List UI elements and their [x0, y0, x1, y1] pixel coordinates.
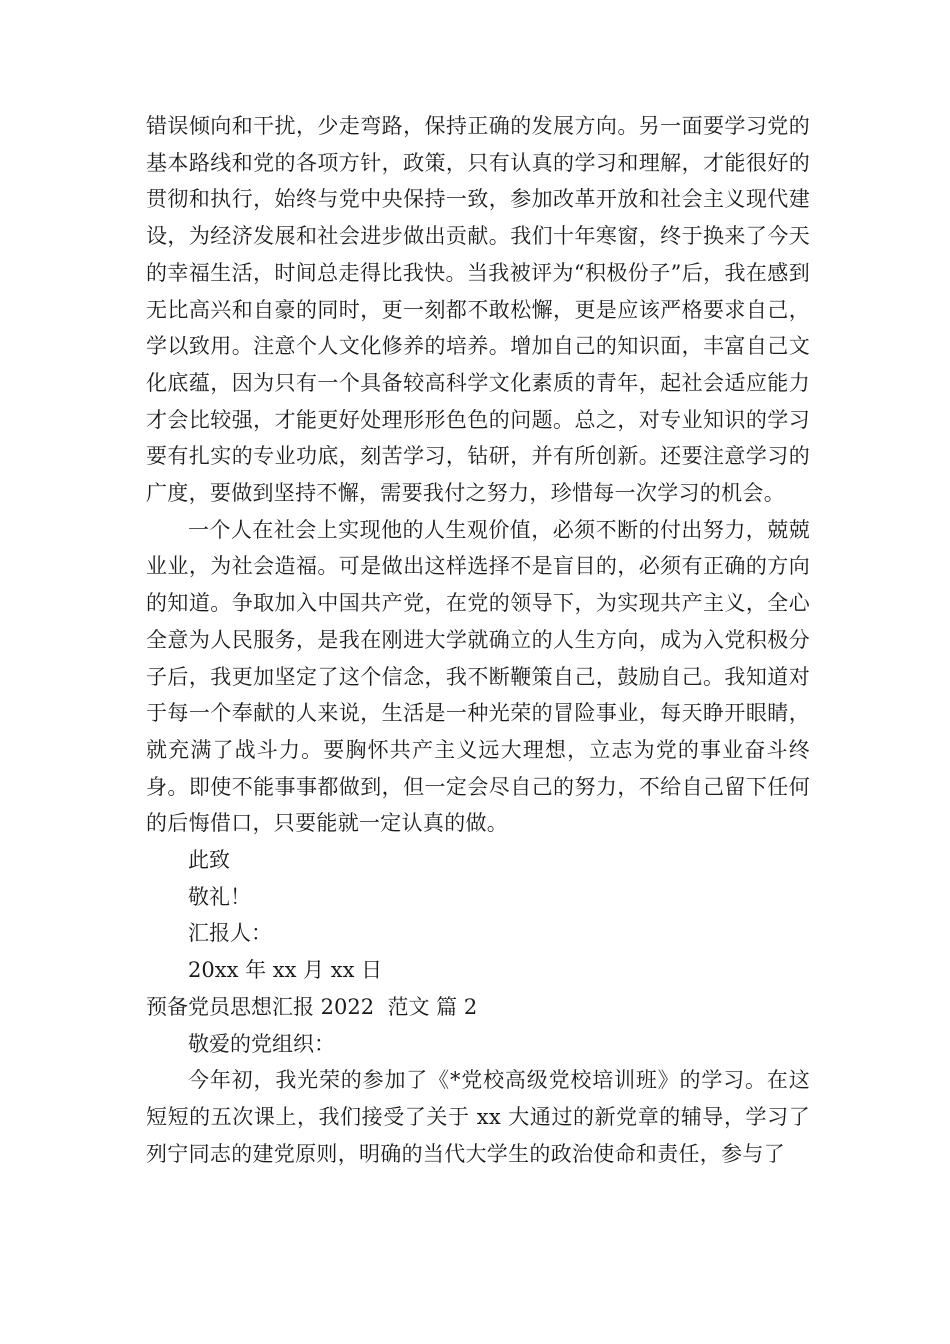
closing-salutation: 此致 — [188, 848, 230, 873]
body-paragraph-1: 错误倾向和干扰，少走弯路，保持正确的发展方向。另一面要学习党的基本路线和党的各项方针，政策，只有认真的学习和理解，才能很好的贯彻和执行，始终与党中央保持一致，参加改革开放和社会主义现代建设，为经济发展和社会进步做出贡献。我们十年寒窗，终于换来了今天的幸福生活，时间总走得比我快。当我被评为“积极份子”后，我在感到无比高兴和自豪的同时，更一刻都不敢松懈，更是应该严格要求自己，学以致用。注意个人文化修养的培养。增加自己的知识面，丰富自己文化底蕴，因为只有一个具备较高科学文化素质的青年，起社会适应能力才会比较强，才能更好处理形形色色的问题。总之，对专业知识的学习要有扎实的专业功底，刻苦学习，钻研，并有所创新。还要注意学习的广度，要做到坚持不懈，需要我付之努力，珍惜每一次学习的机会。 — [146, 114, 810, 506]
section-paragraph-1: 今年初，我光荣的参加了《*党校高级党校培训班》的学习。在这短短的五次课上，我们接受了关于 xx 大通过的新党章的辅导，学习了列宁同志的建党原则，明确的当代大学生的政治使命和责任，参与了 — [146, 1068, 810, 1166]
report-date: 20xx 年 xx 月 xx 日 — [188, 958, 383, 983]
section-greeting: 敬爱的党组织： — [188, 1031, 335, 1056]
reporter-label: 汇报人： — [188, 921, 272, 946]
body-paragraph-2: 一个人在社会上实现他的人生观价值，必须不断的付出努力，兢兢业业，为社会造福。可是做出这样选择不是盲目的，必须有正确的方向的知道。争取加入中国共产党，在党的领导下，为实现共产主义，全心全意为人民服务，是我在刚进大学就确立的人生方向，成为入党积极分子后，我更加坚定了这个信念，我不断鞭策自己，鼓励自己。我知道对于每一个奉献的人来说，生活是一种光荣的冒险事业，每天睁开眼睛，就充满了战斗力。要胸怀共产主义远大理想，立志为党的事业奋斗终身。即使不能事事都做到，但一定会尽自己的努力，不给自己留下任何的后悔借口，只要能就一定认真的做。 — [146, 517, 810, 836]
closing-respect: 敬礼！ — [188, 884, 251, 909]
document-page — [146, 108, 810, 1172]
section-heading: 预备党员思想汇报 2022 范文 篇 2 — [146, 994, 478, 1019]
